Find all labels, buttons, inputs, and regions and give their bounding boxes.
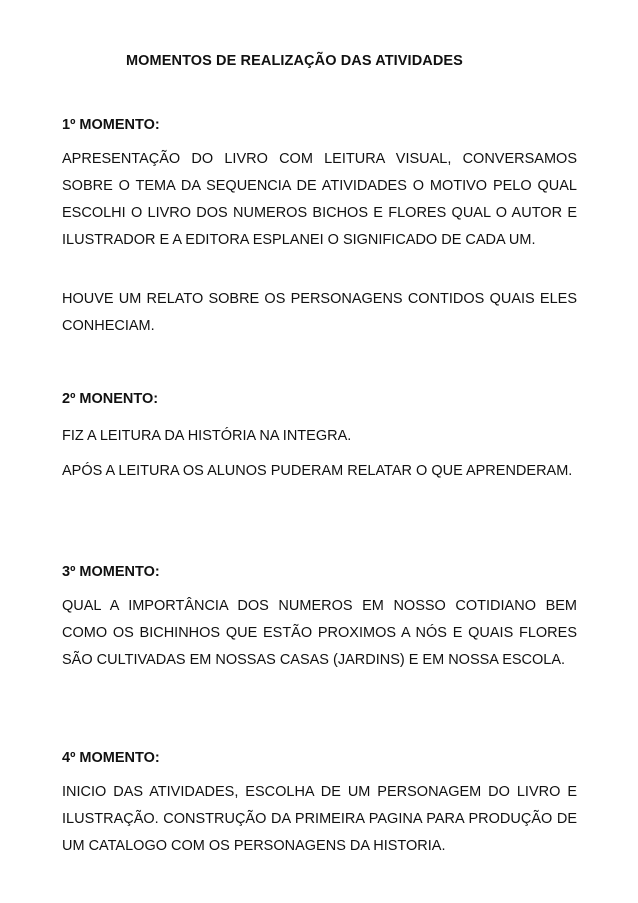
section-2-heading: 2º MONENTO: xyxy=(62,391,159,407)
section-1-paragraph-1: APRESENTAÇÃO DO LIVRO COM LEITURA VISUAL, CONVERSAMOS SOBRE O TEMA DA SEQUENCIA DE ATIVIDADES O MOTIVO PELO QUAL ESCOLHI O LIVRO DOS NUMEROS BICHOS E FLORES QUAL O AUTOR E ILUSTRADOR E A EDITORA ESPLANEI O SIGNIFICADO DE CADA UM. xyxy=(62,151,577,248)
section-3-paragraph-1: QUAL A IMPORTÂNCIA DOS NUMEROS EM NOSSO COTIDIANO BEM COMO OS BICHINHOS QUE ESTÃO PROXIMOS A NÓS E QUAIS FLORES SÃO CULTIVADAS EM NOSSAS CASAS (JARDINS) E EM NOSSA ESCOLA. xyxy=(62,598,577,668)
section-1-paragraph-2: HOUVE UM RELATO SOBRE OS PERSONAGENS CONTIDOS QUAIS ELES CONHECIAM. xyxy=(62,291,577,334)
section-4-paragraph-1: INICIO DAS ATIVIDADES, ESCOLHA DE UM PERSONAGEM DO LIVRO E ILUSTRAÇÃO. CONSTRUÇÃO DA PRIMEIRA PAGINA PARA PRODUÇÃO DE UM CATALOGO COM OS PERSONAGENS DA HISTORIA. xyxy=(62,784,577,854)
section-2-paragraph-2: APÓS A LEITURA OS ALUNOS PUDERAM RELATAR O QUE APRENDERAM. xyxy=(62,463,573,479)
document-title: MOMENTOS DE REALIZAÇÃO DAS ATIVIDADES xyxy=(126,53,463,69)
section-2-paragraph-1: FIZ A LEITURA DA HISTÓRIA NA INTEGRA. xyxy=(62,428,352,444)
section-1-heading: 1º MOMENTO: xyxy=(62,117,160,133)
section-4-heading: 4º MOMENTO: xyxy=(62,750,160,766)
section-3-heading: 3º MOMENTO: xyxy=(62,564,160,580)
